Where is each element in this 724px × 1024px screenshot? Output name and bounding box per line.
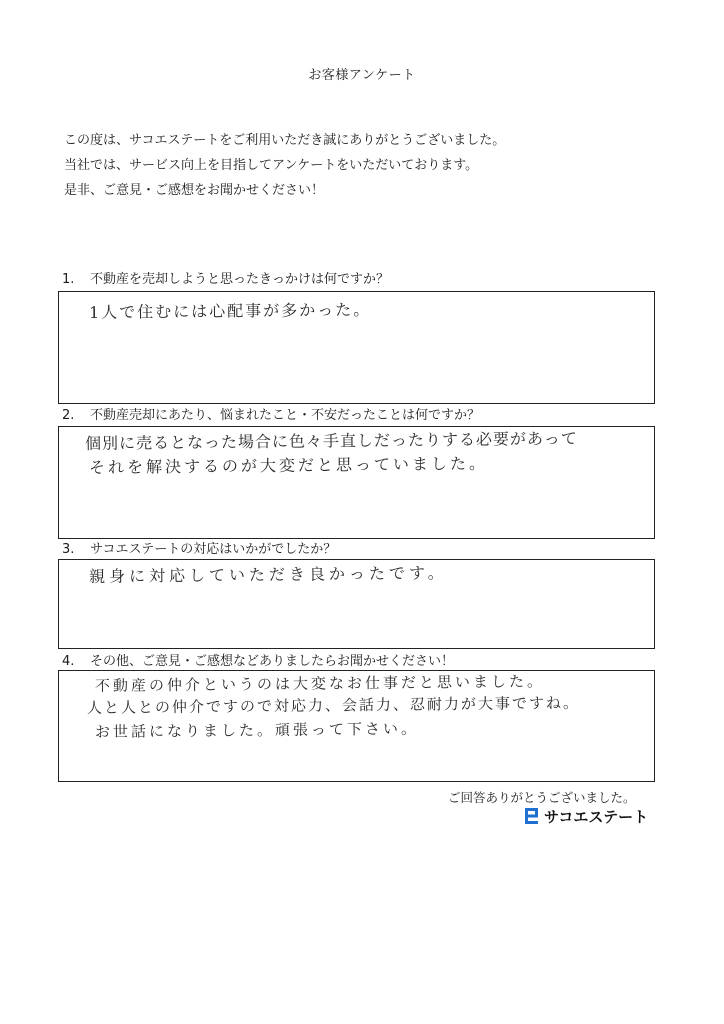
company-logo bbox=[524, 806, 648, 826]
handwritten-answer-line: お世話になりました。頑張って下さい。 bbox=[94, 719, 420, 741]
answer-box-1 bbox=[58, 291, 655, 404]
question-text: 不動産を売却しようと思ったきっかけは何ですか？ bbox=[90, 272, 390, 287]
sako-estate-logo-icon bbox=[524, 807, 540, 825]
intro-line: 是非、ご意見・ご感想をお聞かせください！ bbox=[64, 183, 325, 198]
intro-line: 当社では、サービス向上を目指してアンケートをいただいております。 bbox=[64, 158, 479, 173]
question-number: 4. bbox=[62, 654, 75, 669]
question-4-label bbox=[62, 650, 454, 669]
handwritten-answer-line: 個別に売るとなった場合に色々手直しだったりする必要があって bbox=[84, 428, 578, 453]
closing-message: ご回答ありがとうございました。 bbox=[448, 790, 636, 805]
handwritten-answer-line: 不動産の仲介というのは大変なお仕事だと思いました。 bbox=[94, 672, 546, 695]
handwritten-answer-line: それを解決するのが大変だと思っていました。 bbox=[88, 453, 489, 477]
survey-title: お客様アンケート bbox=[308, 68, 416, 83]
intro-text bbox=[64, 128, 664, 203]
question-2-label bbox=[62, 404, 480, 423]
question-1-label bbox=[62, 268, 389, 287]
question-text: サコエステートの対応はいかがでしたか？ bbox=[90, 542, 337, 557]
handwritten-answer-line: 親身に対応していただき良かったです。 bbox=[88, 563, 448, 586]
question-text: 不動産売却にあたり、悩まれたこと・不安だったことは何ですか？ bbox=[90, 408, 481, 423]
intro-line: この度は、サコエステートをご利用いただき誠にありがとうございました。 bbox=[64, 133, 506, 148]
question-number: 3. bbox=[62, 542, 75, 557]
question-text: その他、ご意見・ご感想などありましたらお聞かせください！ bbox=[90, 654, 455, 669]
logo-text: サコエステート bbox=[544, 807, 649, 826]
question-number: 1. bbox=[62, 272, 75, 287]
handwritten-answer-line: 1人で住むには心配事が多かった。 bbox=[88, 300, 372, 322]
question-3-label bbox=[62, 538, 336, 557]
answer-box-3 bbox=[58, 559, 655, 649]
answer-box-4 bbox=[58, 670, 655, 782]
handwritten-answer-line: 人と人との仲介ですので対応力、会話力、忍耐力が大事ですね。 bbox=[86, 693, 581, 717]
question-number: 2. bbox=[62, 408, 75, 423]
answer-box-2 bbox=[58, 426, 655, 539]
